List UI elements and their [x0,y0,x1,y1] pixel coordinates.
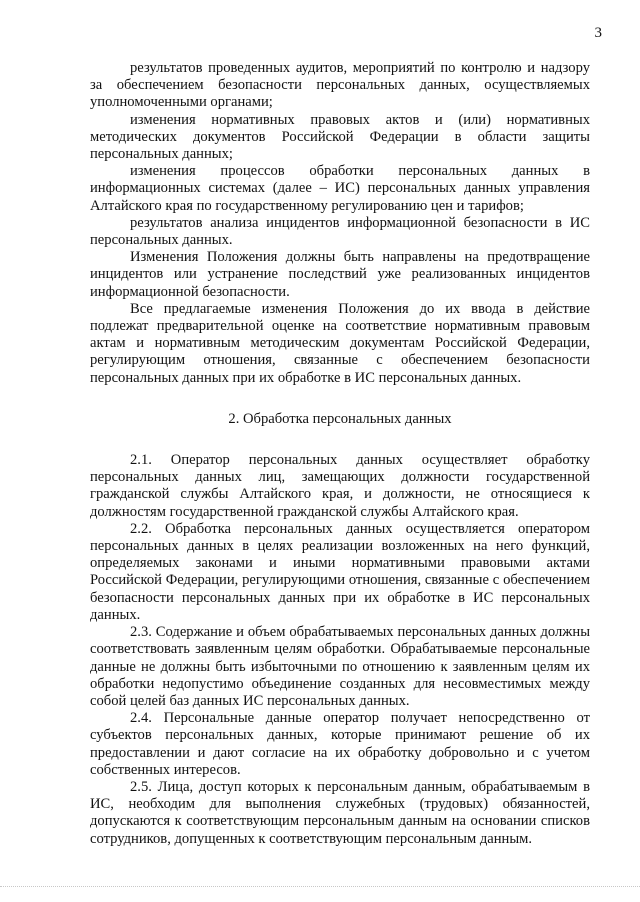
clause-2-1: 2.1. Оператор персональных данных осуществляет обработку персональных данных лиц, замещающих должности государственной гражданской службы Алтайского края, и должности, не относящиеся к должностям государственной гражданской службы Алтайского края. [90,452,590,520]
clause-2-3: 2.3. Содержание и объем обрабатываемых персональных данных должны соответствовать заявленным целям обработки. Обрабатываемые персональные данные не должны быть избыточными по отношению к заявленным целям их обработки недопустимо объединение созданных для несовместимых между собой целей баз данных ИС персональных данных. [90,624,590,709]
paragraph-changes-purpose: Изменения Положения должны быть направлены на предотвращение инцидентов или устранение последствий уже реализованных инцидентов информационной безопасности. [90,249,590,300]
document-body [90,60,590,848]
list-item: результатов проведенных аудитов, мероприятий по контролю и надзору за обеспечением безопасности персональных данных, осуществляемых уполномоченными органами; [90,60,590,111]
clause-2-2: 2.2. Обработка персональных данных осуществляется оператором персональных данных в целях реализации возложенных на него функций, определяемых законами и иными нормативными правовыми актами Российской Федерации, регулирующими отношения, связанные с обеспечением безопасности персональных данных при их обработке в ИС персональных данных. [90,520,590,623]
paragraph-changes-assessment: Все предлагаемые изменения Положения до их ввода в действие подлежат предварительной оценке на соответствие нормативным правовым актам и нормативным методическим документам Российской Федерации, регулирующим отношения, связанные с обеспечением безопасности персональных данных при их обработке в ИС персональных данных. [90,300,590,386]
page-bottom-divider [0,886,640,887]
clause-2-5: 2.5. Лица, доступ которых к персональным данным, обрабатываемым в ИС, необходим для выполнения служебных (трудовых) обязанностей, допускаются к соответствующим персональным данным на основании списков сотрудников, допущенных к соответствующим персональным данным. [90,778,590,847]
page-number: 3 [594,25,602,41]
section-title: 2. Обработка персональных данных [228,410,452,427]
list-item: изменения процессов обработки персональных данных в информационных системах (далее – ИС) персональных данных управления Алтайского края по государственному регулированию цен и тарифов; [90,163,590,214]
clause-2-4: 2.4. Персональные данные оператор получает непосредственно от субъектов персональных данных, которые принимают решение об их предоставлении и дают согласие на их обработку добровольно и с учетом собственных интересов. [90,710,590,778]
list-item: изменения нормативных правовых актов и (или) нормативных методических документов Российской Федерации в области защиты персональных данных; [90,111,590,163]
list-item: результатов анализа инцидентов информационной безопасности в ИС персональных данных. [90,214,590,249]
